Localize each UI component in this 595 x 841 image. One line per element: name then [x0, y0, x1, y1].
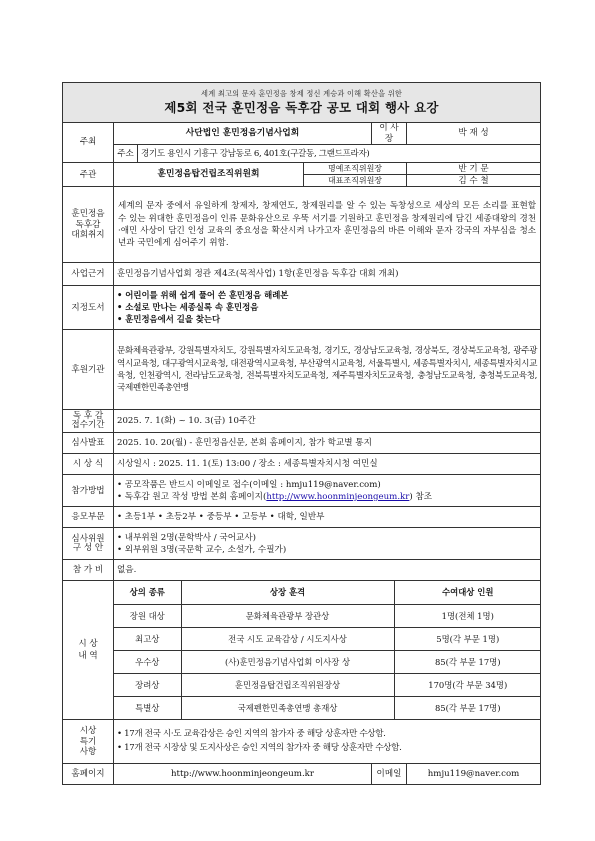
host-organization: 사단법인 훈민정음기념사업회 — [114, 123, 372, 145]
note-item: • 17개 전국 시장상 및 도지사상은 승인 지역의 참가자 중 해당 상훈자만 수상함. — [117, 742, 402, 753]
honorary-chair-person: 반 기 문 — [407, 163, 541, 175]
document-header — [63, 83, 541, 123]
table-row: 장원 대상 문화체육관광부 장관상 1명(전체 1명) — [114, 604, 541, 627]
homepage-url[interactable]: http://www.hoonminjeongeum.kr — [114, 764, 372, 785]
awards-header-row — [114, 581, 541, 604]
host-label: 주최 — [63, 123, 114, 163]
period-text: 2025. 7. 1(화) ~ 10. 3(금) 10주간 — [114, 410, 541, 433]
notes-label: 시상 특기 사항 — [63, 720, 114, 764]
table-row: 장려상 훈민정음탑건립조직위원장상 170명(각 부문 34명) — [114, 673, 541, 696]
method-label: 참가방법 — [63, 475, 114, 507]
organizer-label: 주관 — [63, 163, 114, 187]
fee-text: 없음. — [114, 560, 541, 581]
method-email-line: • 공모작품은 반드시 이메일로 접수(이메일 : hmju119@naver.com) — [117, 479, 381, 490]
purpose-text: 세계의 문자 중에서 유일하게 창제자, 창제연도, 창제원리를 알 수 있는 독창성으로 세상의 모든 소리를 표현할 수 있는 위대한 훈민정음이 인류 문화유산으로 우뚝 서기를 기원하고 훈민정음 창제원리에 담긴 세종대왕의 경천·애민 사상이 담긴 인성 교육의 중요성을 확산시켜 나가고자 훈민정음의 바른 이해와 문자 강국의 자부심을 청소년과 국민에게 심어주기 위함. — [114, 187, 541, 263]
document-title: 제5회 전국 훈민정음 독후감 공모 대회 행사 요강 — [164, 100, 439, 116]
table-row: 특별상 국제펜한민족총연맹 총재상 85(각 부문 17명) — [114, 696, 541, 719]
judges-text — [114, 528, 541, 560]
note-item: • 17개 전국 시·도 교육감상은 승인 지역의 참가자 중 해당 상훈자만 수상함. — [117, 729, 386, 740]
notes-text — [114, 720, 541, 764]
method-homepage-line: • 독후감 원고 작성 방법 본회 홈페이지(http://www.hoonminjeongeum.kr) 참조 — [117, 491, 433, 502]
guideline-table — [62, 82, 541, 785]
awards-cell — [114, 581, 541, 720]
book-item: • 소설로 만나는 세종실록 속 훈민정음 — [117, 302, 259, 313]
awards-table — [114, 581, 541, 719]
homepage-label: 홈페이지 — [63, 764, 114, 785]
representative-chair-role: 대표조직위원장 — [304, 175, 407, 187]
book-item: • 어린이를 위해 쉽게 풀어 쓴 훈민정음 해례본 — [117, 290, 289, 301]
organizer-organization: 훈민정음탑건립조직위원회 — [114, 163, 304, 187]
designated-books-list — [114, 286, 541, 330]
contest-guideline-document — [62, 82, 540, 785]
address-label: 주소 — [114, 145, 138, 163]
homepage-link[interactable]: http://www.hoonminjeongeum.kr — [266, 491, 410, 502]
fee-label: 참 가 비 — [63, 560, 114, 581]
sponsors-label: 후원기관 — [63, 330, 114, 410]
judges-external: • 외부위원 3명(국문학 교수, 소설가, 수필가) — [117, 544, 287, 555]
awards-header-count: 수여대상 인원 — [394, 581, 541, 604]
basis-label: 사업근거 — [63, 263, 114, 286]
sponsors-text: 문화체육관광부, 강원특별자치도, 강원특별자치도교육청, 경기도, 경상남도교육청, 경상북도, 경상북도교육청, 광주광역시교육청, 대구광역시교육청, 대전광역시교육청, 부산광역시교육청, 서울특별시, 세종특별자치시, 세종특별자치시교육청, 인천광역시, 전라남도교육청, 전북특별자치도교육청, 제주특별자치도교육청, 충청남도교육청, 충청북도교육청, 국제펜한민족총연맹 — [114, 330, 541, 410]
books-label: 지정도서 — [63, 286, 114, 330]
purpose-label: 훈민정음 독후감 대회취지 — [63, 187, 114, 263]
judges-label: 심사위원 구 성 안 — [63, 528, 114, 560]
book-item: • 훈민정음에서 길을 찾는다 — [117, 313, 221, 324]
basis-text: 훈민정음기념사업회 정관 제4조(목적사업) 1항(훈민정음 독후감 대회 개최) — [114, 263, 541, 286]
awards-header-grade: 상장 훈격 — [181, 581, 394, 604]
table-row: 우수상 (사)훈민정음기념사업회 이사장 상 85(각 부문 17명) — [114, 650, 541, 673]
ceremony-label: 시 상 식 — [63, 454, 114, 475]
honorary-chair-role: 명예조직위원장 — [304, 163, 407, 175]
awards-label: 시 상 내 역 — [63, 581, 114, 720]
host-person: 박 재 성 — [407, 123, 541, 145]
division-label: 응모부문 — [63, 507, 114, 528]
ceremony-text: 시상일시 : 2025. 11. 1(토) 13:00 / 장소 : 세종특별자치시청 여민실 — [114, 454, 541, 475]
announce-text: 2025. 10. 20(월) - 훈민정음신문, 본회 홈페이지, 참가 학교별 통지 — [114, 433, 541, 454]
division-text: • 초등1부 • 초등2부 • 중등부 • 고등부 • 대학, 일반부 — [114, 507, 541, 528]
email-address[interactable]: hmju119@naver.com — [407, 764, 541, 785]
document-subtitle: 세계 최고의 문자 훈민정음 창제 정신 계승과 이해 확산을 위한 — [201, 89, 402, 99]
awards-header-type: 상의 종류 — [114, 581, 181, 604]
judges-internal: • 내부위원 2명(문학박사 / 국어교사) — [117, 532, 256, 543]
method-text — [114, 475, 541, 507]
email-label: 이메일 — [372, 764, 407, 785]
period-label: 독 후 감 접수기간 — [63, 410, 114, 433]
representative-chair-person: 김 수 철 — [407, 175, 541, 187]
host-address: 경기도 용인시 기흥구 강남동로 6, 401호(구갈동, 그랜드프라자) — [138, 145, 541, 163]
host-role: 이 사 장 — [372, 123, 407, 145]
table-row: 최고상 전국 시도 교육감상 / 시도지사상 5명(각 부문 1명) — [114, 627, 541, 650]
announce-label: 심사발표 — [63, 433, 114, 454]
